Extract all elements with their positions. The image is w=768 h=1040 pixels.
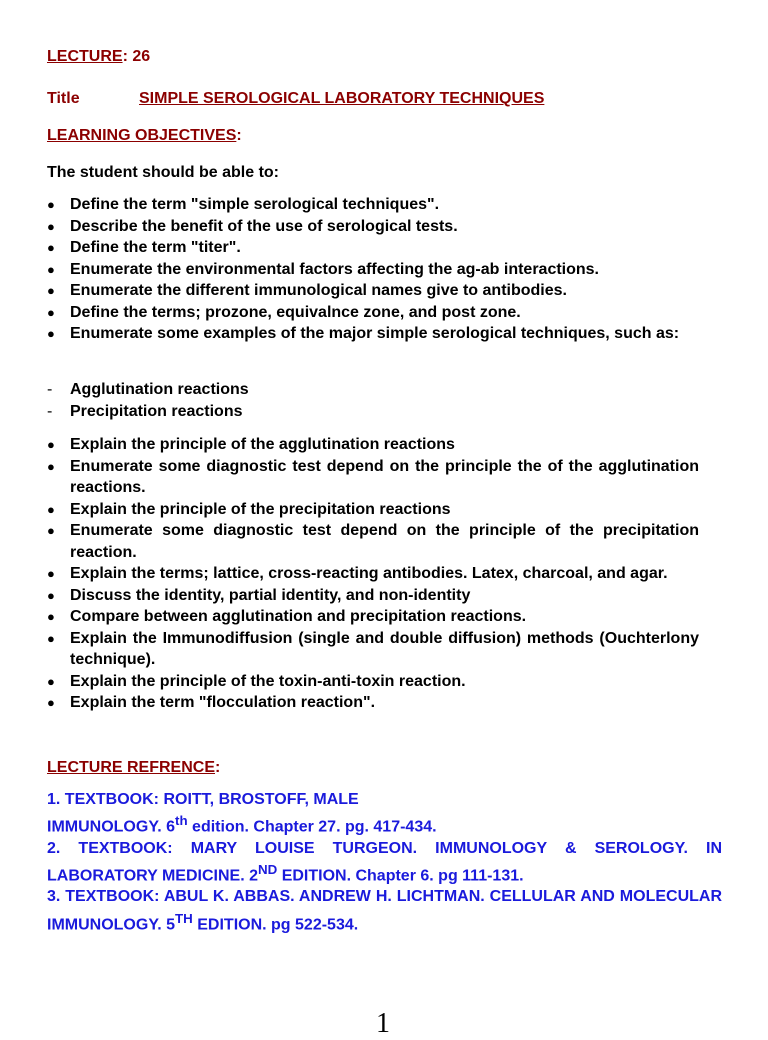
learning-objectives-heading: [47, 126, 242, 146]
objective-item-text: Explain the principle of the precipitation reactions: [70, 500, 451, 518]
objective-item: [47, 585, 699, 607]
reference-2-post: EDITION. Chapter 6. pg 111-131.: [277, 867, 524, 885]
bullet-icon: ●: [47, 326, 55, 341]
bullet-icon: ●: [47, 240, 55, 255]
reference-3-sup: TH: [175, 910, 193, 926]
objective-item: [47, 563, 699, 585]
lecture-number: 26: [127, 48, 151, 65]
reference-1-line-1: 1. TEXTBOOK: ROITT, BROSTOFF, MALE: [47, 791, 359, 808]
title-line: [47, 89, 699, 109]
bullet-icon: ●: [47, 501, 55, 517]
bullet-icon: ●: [47, 197, 55, 212]
objective-item-text: Define the term "simple serological techniques".: [70, 196, 440, 213]
objective-item: [47, 237, 699, 259]
technique-item-text: Agglutination reactions: [70, 381, 249, 398]
bullet-icon: ●: [47, 458, 55, 474]
objective-item-text: Enumerate the environmental factors affecting the ag-ab interactions.: [70, 260, 599, 278]
objectives-list-2: [47, 434, 699, 714]
objective-item: [47, 259, 699, 281]
page-number: 1: [376, 1008, 390, 1039]
title-label: Title: [47, 90, 80, 107]
reference-1: [47, 789, 722, 838]
objective-item: [47, 628, 699, 671]
reference-3-pre: 3. TEXTBOOK: ABUL K. ABBAS. ANDREW H. LICHTMAN. CELLULAR AND MOLECULAR IMMUNOLOGY. 5: [47, 888, 722, 933]
bullet-icon: ●: [47, 218, 55, 234]
reference-2-pre: 2. TEXTBOOK: MARY LOUISE TURGEON. IMMUNOLOGY & SEROLOGY. IN LABORATORY MEDICINE. 2: [47, 839, 722, 885]
reference-heading-text: LECTURE REFRENCE: [47, 759, 216, 776]
objective-item: [47, 194, 699, 216]
reference-1-pre: IMMUNOLOGY. 6: [47, 818, 176, 836]
objective-item-text: Discuss the identity, partial identity, and non-identity: [70, 586, 471, 604]
objective-item-text: Enumerate some diagnostic test depend on the principle the of the agglutination reactions.: [70, 457, 699, 496]
technique-item: [47, 379, 699, 401]
reference-list: [47, 789, 722, 935]
reference-2-sup: ND: [257, 861, 278, 877]
objective-item: [47, 302, 699, 324]
objective-item-text: Compare between agglutination and precipitation reactions.: [70, 608, 527, 625]
objectives-list-1: [47, 194, 699, 345]
bullet-icon: ●: [47, 630, 55, 646]
dash-marker: -: [47, 402, 53, 420]
dash-marker: -: [47, 381, 53, 398]
objective-item-text: Enumerate the different immunological names give to antibodies.: [70, 282, 567, 299]
technique-item-text: Precipitation reactions: [70, 402, 243, 420]
objective-item-text: Explain the principle of the toxin-anti-toxin reaction.: [70, 672, 466, 690]
objectives-heading-text: LEARNING OBJECTIVES: [47, 127, 237, 144]
objective-item-text: Enumerate some examples of the major simple serological techniques, such as:: [70, 325, 680, 342]
objective-item: [47, 606, 699, 628]
objectives-heading-separator: :: [236, 127, 242, 144]
objective-item: [47, 692, 699, 714]
objective-item-text: Explain the principle of the agglutination reactions: [70, 436, 455, 453]
bullet-icon: ●: [47, 261, 55, 277]
lecture-separator: :: [122, 48, 128, 65]
lecture-reference-heading: [47, 758, 220, 778]
objective-item-text: Define the term "titer".: [70, 239, 241, 256]
reference-2: [47, 838, 722, 887]
objective-item: [47, 671, 699, 693]
reference-3-post: EDITION. pg 522-534.: [192, 916, 359, 933]
bullet-icon: ●: [47, 695, 55, 710]
lecture-number-line: [47, 47, 150, 67]
techniques-sublist: [47, 379, 699, 422]
objective-item: [47, 216, 699, 238]
objective-item-text: Enumerate some diagnostic test depend on the principle of the precipitation reaction.: [70, 522, 699, 561]
objective-item: [47, 520, 699, 563]
objective-item: [47, 434, 699, 456]
bullet-icon: ●: [47, 566, 55, 581]
reference-heading-separator: :: [215, 759, 221, 776]
objective-item-text: Explain the term "flocculation reaction".: [70, 694, 376, 711]
technique-item: [47, 401, 699, 423]
objective-item-text: Define the terms; prozone, equivalnce zone, and post zone.: [70, 303, 521, 321]
bullet-icon: ●: [47, 587, 55, 603]
reference-3: [47, 886, 722, 935]
reference-1-post: edition. Chapter 27. pg. 417-434.: [187, 818, 437, 836]
objective-item-text: Explain the terms; lattice, cross-reacting antibodies. Latex, charcoal, and agar.: [70, 565, 668, 582]
bullet-icon: ●: [47, 304, 55, 320]
bullet-icon: ●: [47, 523, 55, 538]
bullet-icon: ●: [47, 673, 55, 689]
objective-item: [47, 456, 699, 499]
objective-item: [47, 323, 699, 345]
reference-1-sup: th: [175, 813, 188, 829]
objective-item-text: Explain the Immunodiffusion (single and double diffusion) methods (Ouchterlony technique).: [70, 629, 699, 668]
lecture-title: SIMPLE SEROLOGICAL LABORATORY TECHNIQUES: [139, 90, 545, 107]
bullet-icon: ●: [47, 609, 55, 624]
bullet-icon: ●: [47, 437, 55, 452]
objective-item: [47, 499, 699, 521]
lecture-label: LECTURE: [47, 48, 123, 65]
bullet-icon: ●: [47, 283, 55, 298]
objective-item-text: Describe the benefit of the use of serological tests.: [70, 217, 458, 235]
objective-item: [47, 280, 699, 302]
objectives-intro: The student should be able to:: [47, 164, 279, 181]
